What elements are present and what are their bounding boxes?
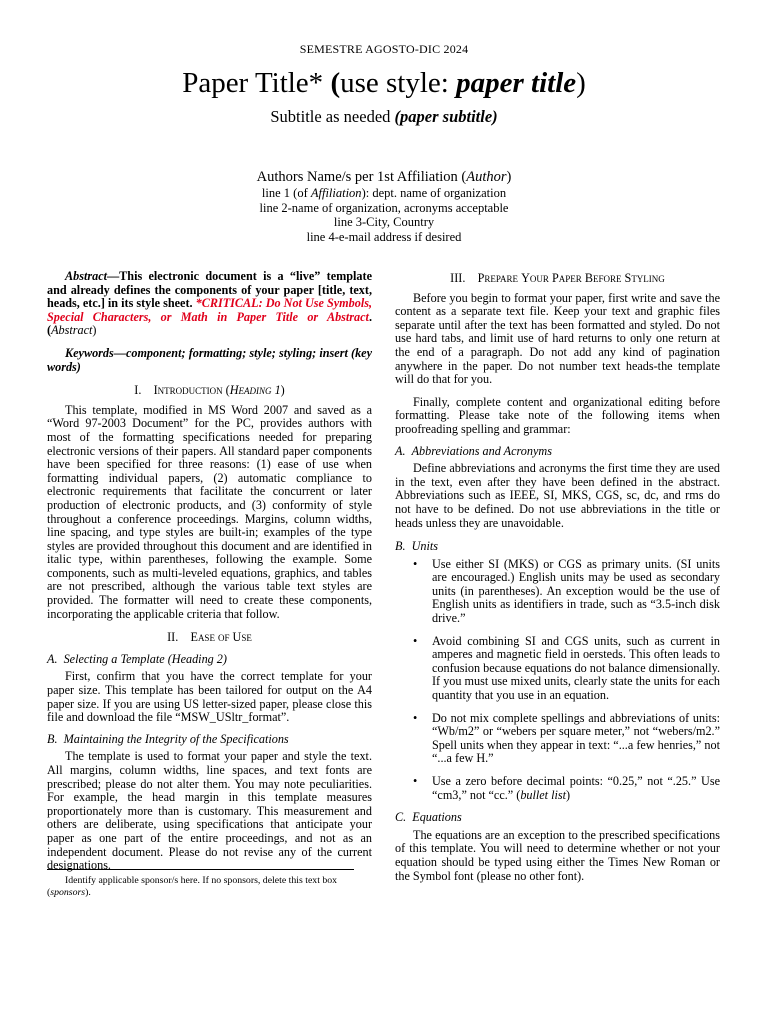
abstract-close: ) [92, 323, 97, 338]
bullet-glyph: • [413, 633, 418, 648]
intro-first: I [153, 383, 158, 398]
prepare-rest4: efore [592, 271, 625, 285]
affiliation-line-2: line 2-name of organization, acronyms acceptable [259, 200, 509, 215]
prepare-body-2: Finally, complete content and organizational editing before formatting. Please take note of the following items when proofreading spelling and grammar: [395, 394, 720, 436]
prepare-rest2: our [529, 271, 552, 285]
title-open-paren: ( [330, 67, 341, 99]
subtitle-text: Subtitle as needed [270, 107, 391, 126]
intro-num: I. [134, 383, 142, 398]
abstract-after: . ( [47, 309, 372, 338]
heading-selecting-template: A. Selecting a Template (Heading 2) [47, 651, 227, 666]
units-bullet-item [395, 558, 720, 626]
intro-style-open: ( [222, 383, 230, 398]
title-main: Paper Title* [182, 67, 324, 99]
abstract-critical: *CRITICAL: Do Not Use Symbols, Special Characters, or Math in Paper Title or Abstract [47, 296, 373, 324]
affiliation-block [0, 186, 768, 244]
conference-header: SEMESTRE AGOSTO-DIC 2024 [299, 42, 469, 56]
ease-rest: ase of [197, 630, 233, 645]
affiliation-line-1 [0, 186, 768, 201]
footnote-close: ). [85, 887, 91, 898]
abstract-dash: — [106, 269, 120, 283]
affil-line1-em: Affiliation [310, 186, 362, 200]
abbreviations-body: Define abbreviations and acronyms the first time they are used in the text, even after they have been defined in the abstract. Abbreviations such as IEEE, SI, MKS, CGS, sc, dc, and rms do not have to be defined. Do not use abbreviations in the title or heads unless they are unavoidable. [395, 461, 720, 530]
subtitle-style: (paper subtitle) [394, 107, 498, 126]
prepare-rest5: tyling [631, 271, 665, 285]
units-bullet-text: Avoid combining SI and CGS units, such as current in amperes and magnetic field in oersteds. This often leads to confusion because equations do not balance dimensionally. If you must use mixed units, clearly state the units for each quantity that you use in an equation. [432, 633, 720, 703]
ease-rest2: se [241, 630, 252, 645]
keywords: Keywords—component; formatting; style; styling; insert (key words) [47, 345, 372, 374]
affil-line1-pre: line 1 (of [261, 186, 311, 200]
intro-rest: ntroduction [157, 383, 223, 398]
abstract-text: This electronic document is a “live” template and already defines the components of your paper [title, text, heads, etc.] in its style sheet. [47, 269, 372, 311]
prepare-first: P [477, 271, 485, 285]
intro-style-close: ) [280, 383, 285, 398]
units-bullet-item [395, 635, 720, 703]
ease-first2: U [232, 630, 242, 645]
footnote-sponsors [47, 875, 357, 899]
bullet-glyph: • [413, 710, 418, 725]
left-column [47, 270, 372, 873]
affil-line1-post: ): dept. name of organization [361, 186, 507, 200]
affiliation-line-3: line 3-City, Country [333, 215, 435, 229]
abstract-style: Abstract [51, 323, 93, 338]
right-column [395, 270, 720, 883]
prepare-body-1: Before you begin to format your paper, first write and save the content as a separate text file. Keep your text and graphic files separate until after the text has been formatted and styled. Do not use hard tabs, and limit use of hard returns to only one return at the end of a paragraph. Do not add any kind of pagination anywhere in the paper. Do not number text heads-the template will do that for you. [395, 290, 720, 387]
author-name: Authors Name/s per 1st Affiliation ( [256, 169, 467, 185]
units-bullet-text: Use either SI (MKS) or CGS as primary units. (SI units are encouraged.) English units may be used as secondary units (in parentheses). An exception would be the use of English units as identifiers in trade, such as “3.5-inch disk drive.” [432, 556, 720, 626]
units-bullet-list [395, 558, 720, 803]
units-bullet-text: Use a zero before decimal points: “0.25,” not “.25.” Use “cm3,” not “cc.” ( [432, 774, 720, 802]
title-style-name: paper title [456, 67, 577, 99]
equations-body: The equations are an exception to the prescribed specifications of this template. You will need to determine whether or not your equation should be typed using either the Times New Roman or the Symbol font (please no other font). [395, 827, 720, 883]
prepare-first2: Y [521, 271, 530, 285]
author-close: ) [506, 169, 512, 185]
heading-equations: C. Equations [395, 810, 462, 825]
author-style: Author [466, 169, 507, 185]
selecting-template-body: First, confirm that you have the correct template for your paper size. This template has been tailored for output on the A4 paper size. If you are using US letter-sized paper, please close this file and download the file “MSW_USltr_format”. [47, 669, 372, 725]
heading-ease-of-use [47, 631, 372, 645]
prepare-first3: P [551, 271, 559, 285]
prepare-rest3: aper [558, 271, 585, 285]
prepare-first5: S [624, 271, 632, 285]
abstract-label: Abstract [65, 269, 107, 283]
heading-maintaining-integrity: B. Maintaining the Integrity of the Specifications [47, 731, 289, 746]
footnote-rule [47, 869, 354, 870]
author-line [0, 168, 768, 187]
intro-style: Heading 1 [229, 383, 281, 398]
units-bullet-text: Do not mix complete spellings and abbreviations of units: “Wb/m2” or “webers per square meter,” not “webers/m2.” Spell units when they appear in text: “...a few henries,” not “...a few H.” [432, 710, 720, 766]
heading-abbreviations: A. Abbreviations and Acronyms [395, 443, 552, 458]
ease-first: E [190, 630, 198, 645]
prepare-first4: B [584, 271, 593, 285]
paper-title [0, 64, 768, 102]
heading-introduction [47, 384, 372, 398]
maintaining-integrity-body: The template is used to format your paper and style the text. All margins, column widths, line spaces, and text fonts are prescribed; please do not alter them. You may note peculiarities. For example, the head margin in this template measures proportionately more than is customary. This measurement and others are deliberate, using specifications that anticipate your paper as one part of the entire proceedings, and not as an independent document. Please do not revise any of the current designations. [47, 749, 372, 873]
bullet-glyph: • [413, 556, 418, 571]
heading-prepare-paper [395, 272, 720, 286]
footnote-text: Identify applicable sponsor/s here. If no sponsors, delete this text box ( [47, 875, 338, 898]
paper-subtitle [0, 106, 768, 128]
bullet-glyph: • [413, 774, 418, 788]
prepare-num: III. [450, 271, 466, 285]
heading-units: B. Units [395, 539, 438, 554]
ease-num: II. [167, 630, 179, 645]
prepare-rest: repare [484, 271, 522, 285]
units-bullet-item [395, 712, 720, 766]
units-bullet-post: ) [566, 787, 571, 802]
affiliation-line-4: line 4-e-mail address if desired [306, 229, 462, 244]
intro-body: This template, modified in MS Word 2007 and saved as a “Word 97-2003 Document” for the PC, provides authors with most of the formatting specifications needed for preparing electronic versions of their papers. All standard paper components have been specified for three reasons: (1) ease of use when formatting individual papers, (2) automatic compliance to electronic requirements that facilitate the concurrent or later production of electronic products, and (3) conformity of style throughout a conference proceedings. Margins, column widths, line spacing, and type styles are built-in; examples of the type styles are provided throughout this document and are identified in italic type, within parentheses, following the example. Some components, such as multi-leveled equations, graphics, and tables are not prescribed, although the various table text styles are provided. The formatter will need to create these components, incorporating the applicable criteria that follow. [47, 402, 372, 621]
title-style-prefix: use style: [340, 67, 457, 99]
units-bullet-em: bullet list [520, 787, 567, 802]
abstract [47, 270, 372, 338]
units-bullet-item [395, 775, 720, 802]
footnote-style: sponsors [50, 887, 86, 898]
title-close-paren: ) [576, 67, 586, 99]
